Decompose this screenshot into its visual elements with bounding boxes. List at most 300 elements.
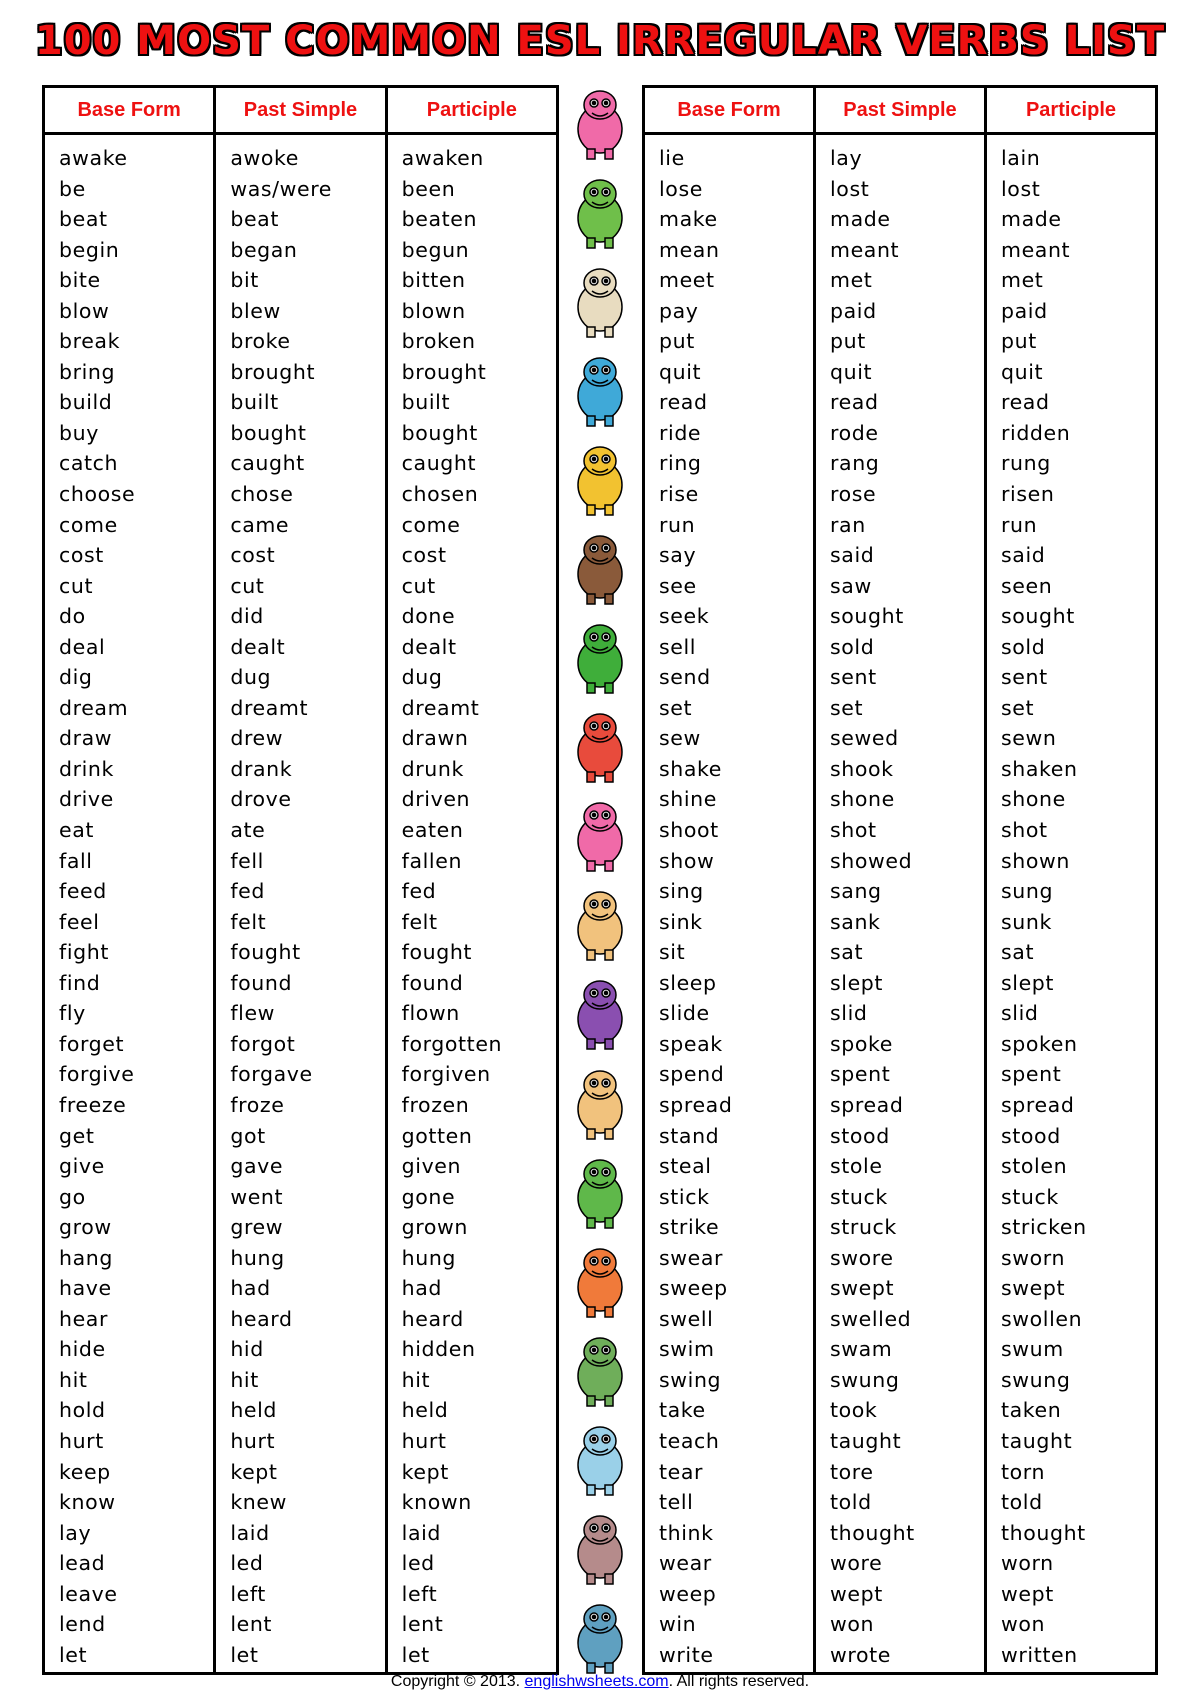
verb-cell: fed [230,879,265,904]
mascot-strip [560,85,640,1675]
verb-cell: spread [659,1092,733,1117]
verb-cell: read [659,390,708,415]
verb-cell: drunk [401,756,464,781]
verb-cell: stricken [1001,1215,1087,1240]
verb-cell: ate [230,818,266,843]
column-base-form [45,88,216,1672]
verb-cell: read [830,390,879,415]
verb-cell: blown [401,298,466,323]
verb-cell: spent [830,1062,891,1087]
verb-cell: fought [230,940,301,965]
verb-cell: took [830,1398,878,1423]
verb-cell: quit [1001,359,1044,384]
verb-cell: bite [59,268,101,293]
verb-cell: grew [230,1215,284,1240]
verb-cell: swore [830,1245,894,1270]
verb-cell: given [401,1154,462,1179]
verb-cell: taught [830,1428,902,1453]
verb-cell: taught [1001,1428,1073,1453]
verb-cell: hurt [230,1428,276,1453]
verb-cell: swear [659,1245,724,1270]
verb-cell: hang [59,1245,113,1270]
list [388,135,556,1670]
verb-cell: wept [830,1581,883,1606]
verb-cell: swept [1001,1276,1066,1301]
verb-cell: shone [830,787,895,812]
verb-cell: weep [659,1581,717,1606]
verb-cell: paid [830,298,877,323]
verb-cell: dream [59,695,129,720]
verb-cell: stuck [830,1184,888,1209]
monster-mascot-icon [565,85,635,161]
verb-cell: put [659,329,695,354]
verb-cell: sleep [659,970,717,995]
verb-cell: bitten [401,268,466,293]
verb-cell: hung [401,1245,457,1270]
verb-cell: lain [1001,146,1041,170]
verb-cell: shook [830,756,894,781]
verb-cell: read [1001,390,1050,415]
verb-cell: forgot [230,1031,296,1056]
verb-cell: written [1001,1642,1078,1667]
verb-cell: beat [59,207,108,232]
list [645,135,813,1670]
monster-mascot-icon [565,174,635,250]
verb-cell: swollen [1001,1306,1083,1331]
verb-cell: dig [59,665,93,690]
verb-cell: said [1001,543,1046,568]
verb-cell: forgiven [401,1062,491,1087]
verb-cell: sank [830,909,881,934]
verb-cell: take [659,1398,706,1423]
verb-cell: said [830,543,875,568]
verb-cell: wrote [830,1642,891,1667]
verb-cell: spread [830,1092,904,1117]
verb-cell: find [59,970,101,995]
verb-cell: eat [59,818,95,843]
verb-cell: run [659,512,696,537]
verb-cell: caught [230,451,305,476]
verb-cell: shone [1001,787,1066,812]
monster-mascot-icon [565,797,635,873]
verb-cell: speak [659,1031,723,1056]
verb-cell: fly [59,1001,86,1026]
verb-cell: send [659,665,711,690]
verb-cell: choose [59,482,136,507]
verb-cell: drew [230,726,284,751]
column-base-form [645,88,816,1672]
verb-cell: awaken [401,146,484,170]
verb-cell: shoot [659,818,719,843]
monster-mascot-icon [565,352,635,428]
verb-cell: lent [401,1612,444,1637]
verb-cell: lose [659,176,703,201]
verb-cell: shot [1001,818,1048,843]
verb-cell: set [830,695,864,720]
verb-cell: rung [1001,451,1051,476]
monster-mascot-icon [565,1421,635,1497]
verb-cell: worn [1001,1551,1054,1576]
monster-mascot-icon [565,1243,635,1319]
verb-cell: lay [830,146,863,170]
verb-cell: laid [230,1520,270,1545]
verb-cell: hid [230,1337,264,1362]
verb-cell: blew [230,298,281,323]
verb-cell: made [1001,207,1062,232]
verb-cell: slept [830,970,884,995]
verb-cell: rose [830,482,877,507]
verb-cell: told [830,1490,872,1515]
verb-cell: held [401,1398,449,1423]
verb-cell: sat [1001,940,1035,965]
verb-cell: sat [830,940,864,965]
verb-cell: sew [659,726,701,751]
list [216,135,384,1670]
verb-cell: wore [830,1551,883,1576]
verb-cell: lost [830,176,870,201]
verb-cell: build [59,390,113,415]
verb-cell: wear [659,1551,712,1576]
verb-cell: hit [401,1367,431,1392]
verb-cell: blow [59,298,110,323]
footer-rights: . All rights reserved. [668,1673,810,1690]
verb-cell: swim [659,1337,715,1362]
verb-cell: sing [659,879,704,904]
verb-cell: begun [401,237,470,262]
verb-cell: told [1001,1490,1043,1515]
verb-cell: slid [1001,1001,1039,1026]
verb-cell: sink [659,909,703,934]
verb-cell: know [59,1490,116,1515]
verb-cell: dug [401,665,443,690]
monster-mascot-icon [565,886,635,962]
verb-cell: known [401,1490,472,1515]
monster-mascot-icon [565,975,635,1051]
monster-mascot-icon [565,1154,635,1230]
verb-cell: meant [830,237,900,262]
verb-cell: won [830,1612,875,1637]
verb-cell: showed [830,848,913,873]
verb-cell: cut [401,573,436,598]
verb-cell: hidden [401,1337,476,1362]
verb-cell: tore [830,1459,874,1484]
monster-mascot-icon [565,1065,635,1141]
verb-cell: came [230,512,290,537]
verb-cell: sought [1001,604,1075,629]
verb-cell: left [401,1581,438,1606]
verb-cell: be [59,176,86,201]
verb-cell: hold [59,1398,106,1423]
verb-cell: make [659,207,718,232]
verb-cell: eaten [401,818,464,843]
list [45,135,213,1670]
verb-cell: built [230,390,279,415]
verb-cell: found [401,970,464,995]
verb-cell: win [659,1612,697,1637]
monster-mascot-icon [565,619,635,695]
verb-cell: let [401,1642,430,1667]
verb-cell: do [59,604,86,629]
verb-cell: fed [401,879,437,904]
column-past-simple [216,88,387,1672]
verb-cell: show [659,848,715,873]
verb-cell: sent [830,665,877,690]
verb-cell: been [401,176,456,201]
verb-cell: stolen [1001,1154,1068,1179]
header-base-form: Base Form [645,88,813,135]
verb-cell: draw [59,726,113,751]
verb-cell: lie [659,146,685,170]
verb-cell: heard [401,1306,464,1331]
verb-cell: taken [1001,1398,1062,1423]
verb-cell: spoken [1001,1031,1078,1056]
verb-cell: swept [830,1276,895,1301]
verb-cell: bring [59,359,116,384]
header-participle: Participle [987,88,1155,135]
verb-cell: tell [659,1490,694,1515]
verb-cell: slept [1001,970,1055,995]
verb-cell: driven [401,787,471,812]
verb-cell: did [230,604,264,629]
verb-cell: made [830,207,891,232]
verb-cell: gave [230,1154,284,1179]
verb-cell: lay [59,1520,92,1545]
verb-cell: set [659,695,693,720]
verb-cell: sung [1001,879,1054,904]
verb-cell: leave [59,1581,118,1606]
verb-cell: stand [659,1123,720,1148]
verb-cell: get [59,1123,95,1148]
verb-cell: lost [1001,176,1041,201]
verb-cell: heard [230,1306,293,1331]
verb-cell: beaten [401,207,478,232]
monster-mascot-icon [565,708,635,784]
list [816,135,984,1670]
verb-cell: spend [659,1062,725,1087]
verb-cell: hurt [401,1428,447,1453]
verb-cell: shake [659,756,722,781]
verb-cell: shine [659,787,717,812]
verb-cell: spent [1001,1062,1062,1087]
verb-cell: stole [830,1154,883,1179]
verb-cell: go [59,1184,86,1209]
verb-cell: got [230,1123,266,1148]
page-title: 100 MOST COMMON ESL IRREGULAR VERBS LIST [34,18,1166,64]
verb-cell: broken [401,329,476,354]
verb-cell: brought [401,359,487,384]
verb-cell: fell [230,848,264,873]
verb-cell: dealt [230,634,286,659]
verb-cell: buy [59,420,99,445]
verb-cell: sit [659,940,686,965]
verb-cell: forgive [59,1062,135,1087]
verb-cell: torn [1001,1459,1046,1484]
verb-cell: gone [401,1184,456,1209]
verb-cell: rode [830,420,879,445]
verb-cell: broke [230,329,291,354]
verb-cell: drawn [401,726,469,751]
verb-cell: built [401,390,451,415]
verb-cell: had [230,1276,271,1301]
verb-cell: struck [830,1215,897,1240]
verb-cell: steal [659,1154,712,1179]
verb-cell: put [1001,329,1037,354]
verb-cell: fight [59,940,109,965]
verb-cell: come [401,512,461,537]
verb-cell: won [1001,1612,1046,1637]
footer-link[interactable]: englishwsheets.com [524,1673,669,1690]
verb-cell: brought [230,359,316,384]
verb-cell: sworn [1001,1245,1066,1270]
verb-cell: shaken [1001,756,1078,781]
verb-cell: paid [1001,298,1048,323]
verb-cell: kept [401,1459,449,1484]
verbs-table-right [642,85,1158,1675]
monster-mascot-icon [565,263,635,339]
verb-cell: sold [830,634,875,659]
verb-cell: led [230,1551,264,1576]
verb-cell: hear [59,1306,108,1331]
verb-cell: knew [230,1490,287,1515]
monster-mascot-icon [565,1599,635,1675]
verb-cell: write [659,1642,714,1667]
verb-cell: dreamt [230,695,309,720]
verb-cell: chose [230,482,294,507]
verb-cell: hit [230,1367,259,1392]
verb-cell: stood [1001,1123,1061,1148]
verb-cell: spread [1001,1092,1075,1117]
verb-cell: bought [230,420,307,445]
verb-cell: forgave [230,1062,313,1087]
verb-cell: risen [1001,482,1055,507]
verb-cell: hurt [59,1428,104,1453]
verb-cell: seek [659,604,710,629]
verb-cell: let [230,1642,259,1667]
verb-cell: drank [230,756,293,781]
verb-cell: quit [659,359,702,384]
verb-cell: saw [830,573,872,598]
verb-cell: sent [1001,665,1048,690]
header-past-simple: Past Simple [216,88,384,135]
verb-cell: slide [659,1001,710,1026]
verb-cell: fallen [401,848,463,873]
verb-cell: held [230,1398,278,1423]
verb-cell: felt [230,909,267,934]
verb-cell: laid [401,1520,442,1545]
verb-cell: say [659,543,697,568]
verb-cell: break [59,329,121,354]
verb-cell: lend [59,1612,106,1637]
verb-cell: dealt [401,634,457,659]
verb-cell: forget [59,1031,125,1056]
verb-cell: went [230,1184,284,1209]
verb-cell: come [59,512,118,537]
verb-cell: hit [59,1367,88,1392]
verb-cell: ring [659,451,702,476]
verb-cell: bought [401,420,478,445]
footer [0,1673,1200,1691]
verb-cell: ran [830,512,866,537]
verb-cell: shown [1001,848,1070,873]
verb-cell: sold [1001,634,1046,659]
verb-cell: dreamt [401,695,480,720]
verb-cell: left [230,1581,266,1606]
verb-cell: was/were [230,176,333,201]
verb-cell: hung [230,1245,285,1270]
verb-cell: forgotten [401,1031,503,1056]
verb-cell: feel [59,909,100,934]
verb-cell: frozen [401,1092,470,1117]
verb-cell: ride [659,420,702,445]
verb-cell: swung [830,1367,900,1392]
verb-cell: slid [830,1001,868,1026]
verb-cell: mean [659,237,720,262]
verb-cell: awake [59,146,128,170]
verb-cell: cost [401,543,447,568]
verb-cell: fall [59,848,93,873]
verb-cell: hide [59,1337,106,1362]
verb-cell: spoke [830,1031,893,1056]
verb-cell: beat [230,207,279,232]
verb-cell: tear [659,1459,704,1484]
verb-cell: met [830,268,873,293]
verb-cell: chosen [401,482,479,507]
verb-cell: sewed [830,726,899,751]
verb-cell: felt [401,909,438,934]
verb-cell: grow [59,1215,112,1240]
verb-cell: sought [830,604,904,629]
verb-cell: stood [830,1123,890,1148]
monster-mascot-icon [565,1510,635,1586]
verb-cell: swelled [830,1306,912,1331]
verb-cell: done [401,604,456,629]
verb-cell: kept [230,1459,278,1484]
header-base-form: Base Form [45,88,213,135]
verb-cell: grown [401,1215,468,1240]
verb-cell: begin [59,237,120,262]
column-past-simple [816,88,987,1672]
verb-cell: awoke [230,146,299,170]
verb-cell: caught [401,451,477,476]
verb-cell: wept [1001,1581,1054,1606]
verb-cell: drink [59,756,115,781]
verb-cell: freeze [59,1092,127,1117]
verb-cell: see [659,573,697,598]
verb-cell: sewn [1001,726,1057,751]
verb-cell: had [401,1276,443,1301]
column-participle [388,88,556,1672]
verb-cell: swung [1001,1367,1071,1392]
verb-cell: drive [59,787,114,812]
verb-cell: seen [1001,573,1053,598]
verb-cell: meant [1001,237,1071,262]
verb-cell: give [59,1154,105,1179]
verb-cell: cost [59,543,104,568]
verb-cell: catch [59,451,119,476]
verb-cell: cut [230,573,265,598]
verb-cell: drove [230,787,292,812]
verb-cell: froze [230,1092,285,1117]
verb-cell: have [59,1276,112,1301]
verb-cell: swell [659,1306,714,1331]
verb-cell: swing [659,1367,722,1392]
verb-cell: meet [659,268,715,293]
verb-cell: cut [59,573,94,598]
monster-mascot-icon [565,530,635,606]
verb-cell: pay [659,298,699,323]
verbs-table-left [42,85,559,1675]
header-past-simple: Past Simple [816,88,984,135]
